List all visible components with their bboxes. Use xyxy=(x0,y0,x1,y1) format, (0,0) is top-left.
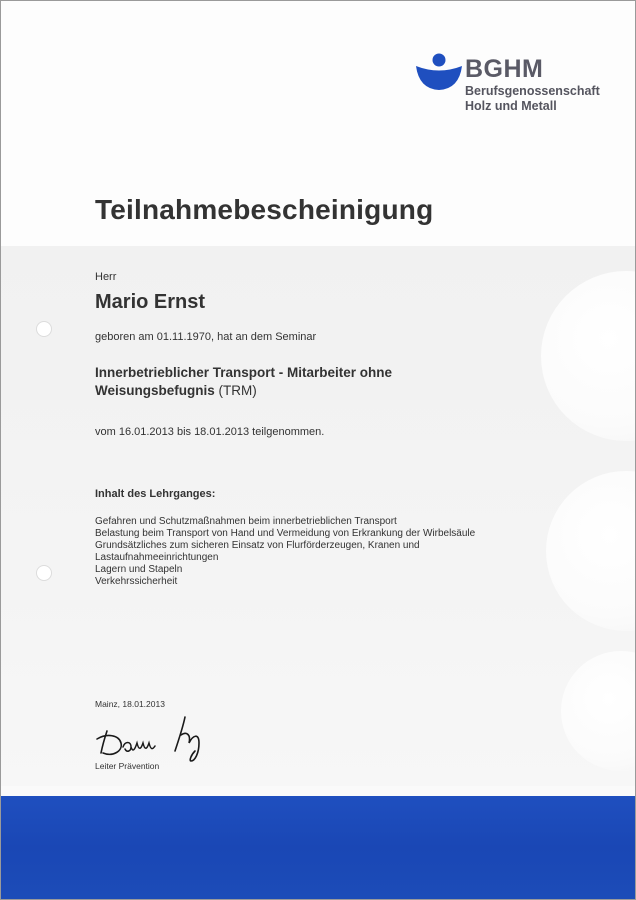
list-item: Lagern und Stapeln xyxy=(95,564,183,575)
punch-hole xyxy=(36,565,52,581)
signatory-role: Leiter Prävention xyxy=(95,761,160,771)
logo-name: BGHM xyxy=(465,55,544,83)
content-heading: Inhalt des Lehrganges: xyxy=(95,488,216,500)
footer-band xyxy=(1,796,635,899)
list-item: Verkehrssicherheit xyxy=(95,576,178,587)
logo-subtitle-line-1: Berufsgenossenschaft xyxy=(465,84,600,98)
list-item: Grundsätzliches zum sicheren Einsatz von Flurförderzeugen, Kranen und Lastaufnahmeeinrichtungen xyxy=(95,540,420,563)
content-list xyxy=(95,516,535,588)
certificate-title: Teilnahmebescheinigung xyxy=(95,194,434,225)
seminar-title xyxy=(95,364,495,400)
participant-name: Mario Ernst xyxy=(95,291,206,313)
attendance-dates: vom 16.01.2013 bis 18.01.2013 teilgenommen. xyxy=(95,426,325,438)
bghm-logo xyxy=(415,51,615,121)
logo-subtitle-line-2: Holz und Metall xyxy=(465,99,557,113)
list-item: Gefahren und Schutzmaßnahmen beim innerbetrieblichen Transport xyxy=(95,516,397,527)
seminar-name: Innerbetrieblicher Transport - Mitarbeiter ohne Weisungsbefugnis xyxy=(95,365,393,398)
list-item: Belastung beim Transport von Hand und Vermeidung von Erkrankung der Wirbelsäule xyxy=(95,528,476,539)
place-and-date: Mainz, 18.01.2013 xyxy=(95,699,165,709)
punch-hole xyxy=(36,321,52,337)
birth-date-line: geboren am 01.11.1970, hat an dem Seminar xyxy=(95,331,317,343)
bghm-logo-icon xyxy=(415,53,463,91)
signature xyxy=(95,713,220,763)
salutation: Herr xyxy=(95,271,117,283)
seminar-abbreviation: (TRM) xyxy=(218,383,257,398)
